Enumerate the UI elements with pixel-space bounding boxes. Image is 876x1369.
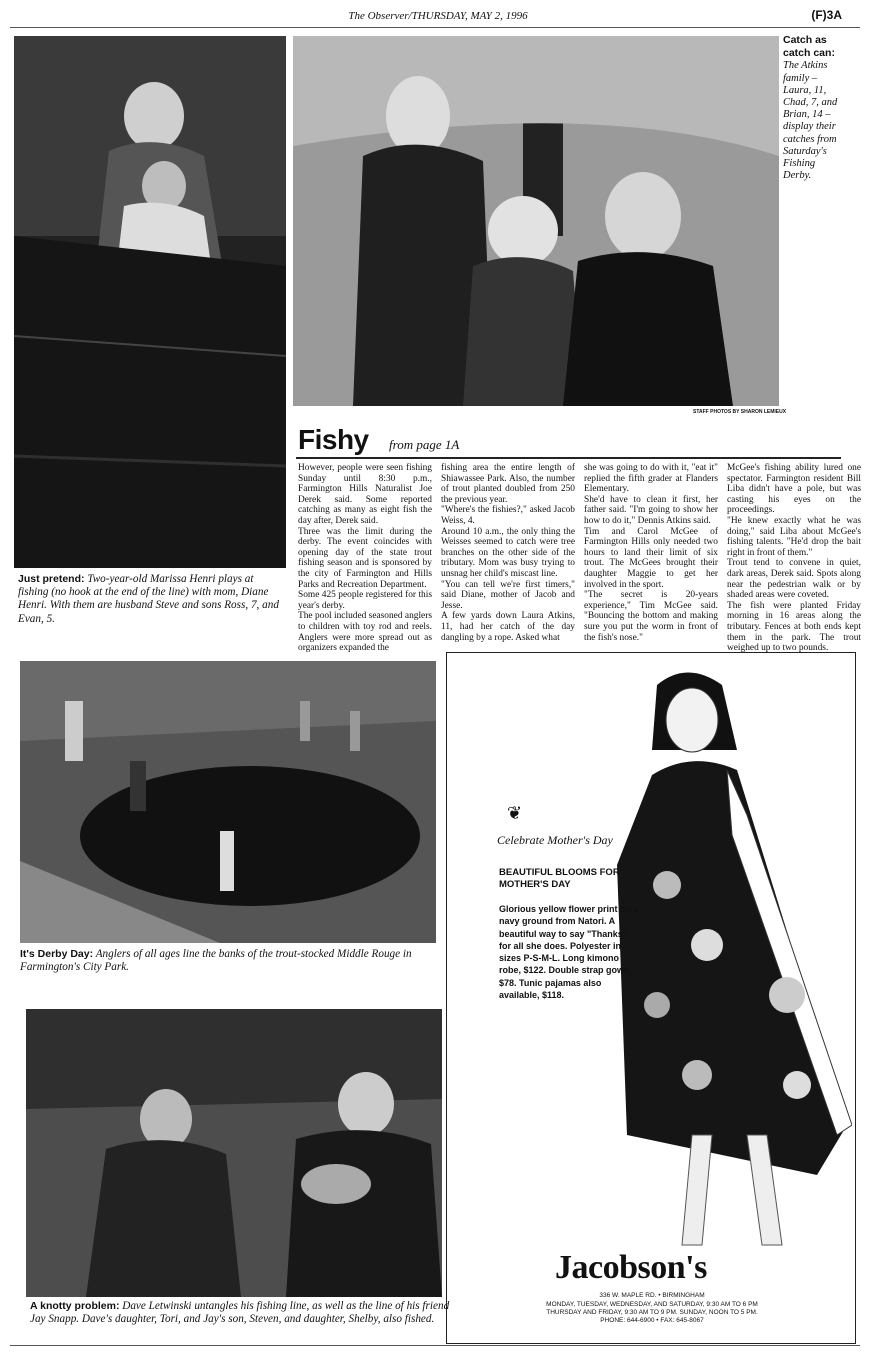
article-rule xyxy=(296,457,841,459)
masthead: The Observer/THURSDAY, MAY 2, 1996 xyxy=(348,10,528,22)
ad-hours-2: THURSDAY AND FRIDAY, 9:30 AM TO 9 PM. SUNDAY, NOON TO 5 PM. xyxy=(546,1309,758,1316)
article-column-3: she was going to do with it, "eat it" replied the fifth grader at Flanders Elementary. She'd have to clean it first, her father said. "I'm going to show her how to do it," Dennis Atkins said. Tim and Carol McGee of Farmington Hills only needed two hours to land their limit of six trout. The McGees brought their daughter Maggie to get her involved in the sport. "The secret is 20-years experience," Tim McGee said. "Bouncing the bottom and making sure you put the worm in front of the fish's nose." xyxy=(584,463,718,643)
caption-lead: Catch as catch can: xyxy=(783,34,835,60)
article-column-4: McGee's fishing ability lured one spectator. Farmington resident Bill Liba didn't have a pole, but was casting his eyes on the proceedings. "He knew exactly what he was doing," said Liba about McGee's fishing talents. "He'd drop the bait right in front of them." Trout tend to convene in quiet, dark areas, Derek said. Spots along near the pedestrian walk or by shaded areas were coveted. The fish were planted Friday morning in 16 areas along the tributary. Fences at both ends kept them in the park. The trout weighed up to two pounds. xyxy=(727,463,861,654)
ad-script: Celebrate Mother's Day xyxy=(497,833,613,847)
caption-derby xyxy=(20,948,440,974)
ad-address: 336 W. MAPLE RD. • BIRMINGHAM xyxy=(599,1292,705,1299)
ad-hours-1: MONDAY, TUESDAY, WEDNESDAY, AND SATURDAY, 9:30 AM TO 6 PM xyxy=(546,1301,758,1308)
caption-text: The Atkins family – Laura, 11, Chad, 7, and Brian, 14 – display their catches from Saturday's Fishing Derby. xyxy=(783,60,838,182)
article-headline: Fishy xyxy=(298,424,369,455)
ad-body: Glorious yellow flower print on a navy ground from Natori. A beautiful way to say "Thanks" for all she does. Polyester in sizes P-S-M-L. Long kimono robe, $122. Double strap gown, $78. Tunic pajamas also available, $118. xyxy=(499,904,639,1001)
ad-phone: PHONE: 644-6900 • FAX: 645-8067 xyxy=(600,1317,704,1324)
article-column-2: fishing area the entire length of Shiawassee Park. Also, the number of trout planted doubled from 250 the previous year. "Where's the fishies?," asked Jacob Weiss, 4. Around 10 a.m., the only thing the Weisses seemed to catch were tree branches on the other side of the tributary. Mom was busy trying to unsnag her child's miscast line. "You can tell we're first timers," said Diane, mother of Jacob and Jesse. A few yards down Laura Atkins, 11, had her catch of the day dangling by a rope. Asked what xyxy=(441,463,575,643)
rose-ornament: ❦ xyxy=(507,803,523,823)
caption-lead: It's Derby Day: xyxy=(20,948,94,960)
photo-derby-day xyxy=(20,661,436,943)
photo-credit: STAFF PHOTOS BY SHARON LEMIEUX xyxy=(693,409,787,415)
caption-knotty xyxy=(30,1300,450,1326)
caption-atkins xyxy=(783,34,843,182)
ad-brand-logo: Jacobson's xyxy=(555,1249,707,1286)
bottom-rule xyxy=(10,1345,860,1346)
ad-headline: BEAUTIFUL BLOOMS FOR MOTHER'S DAY xyxy=(499,867,620,890)
caption-text: Anglers of all ages line the banks of the trout-stocked Middle Rouge in Farmington's City Park. xyxy=(20,948,412,974)
caption-lead: Just pretend: xyxy=(18,573,85,585)
caption-text: Two-year-old Marissa Henri plays at fishing (no hook at the end of the line) with mom, Diane Henri. With them are husband Steve and sons Ross, 7, and Evan, 5. xyxy=(18,573,279,625)
caption-lead: A knotty problem: xyxy=(30,1300,120,1312)
photo-atkins-family xyxy=(293,36,779,406)
header-rule xyxy=(10,27,860,28)
article-jump: from page 1A xyxy=(389,437,460,452)
page-number: (F)3A xyxy=(811,8,842,22)
caption-text: Dave Letwinski untangles his fishing line, as well as the line of his friend Jay Snapp. Dave's daughter, Tori, and Jay's son, Steven, and daughter, Shelby, also fished. xyxy=(30,1300,450,1326)
photo-henri-family xyxy=(14,36,286,568)
jacobsons-ad xyxy=(446,652,856,1344)
photo-knotty-problem xyxy=(26,1009,442,1297)
caption-henri xyxy=(18,573,286,626)
article-column-1: However, people were seen fishing Sunday until 8:30 p.m., Farmington Hills Naturalist Joe Derek said. Some reported catching as many as eight fish the day after, Derek said. Three was the limit during the derby. The event coincides with opening day of the state trout fishing season and is sponsored by the city of Farmington and Hills Parks and Recreation Department. Some 425 people registered for this year's derby. The pool included seasoned anglers to children with toy rod and reels. Anglers were more spread out as organizers expanded the xyxy=(298,463,432,654)
